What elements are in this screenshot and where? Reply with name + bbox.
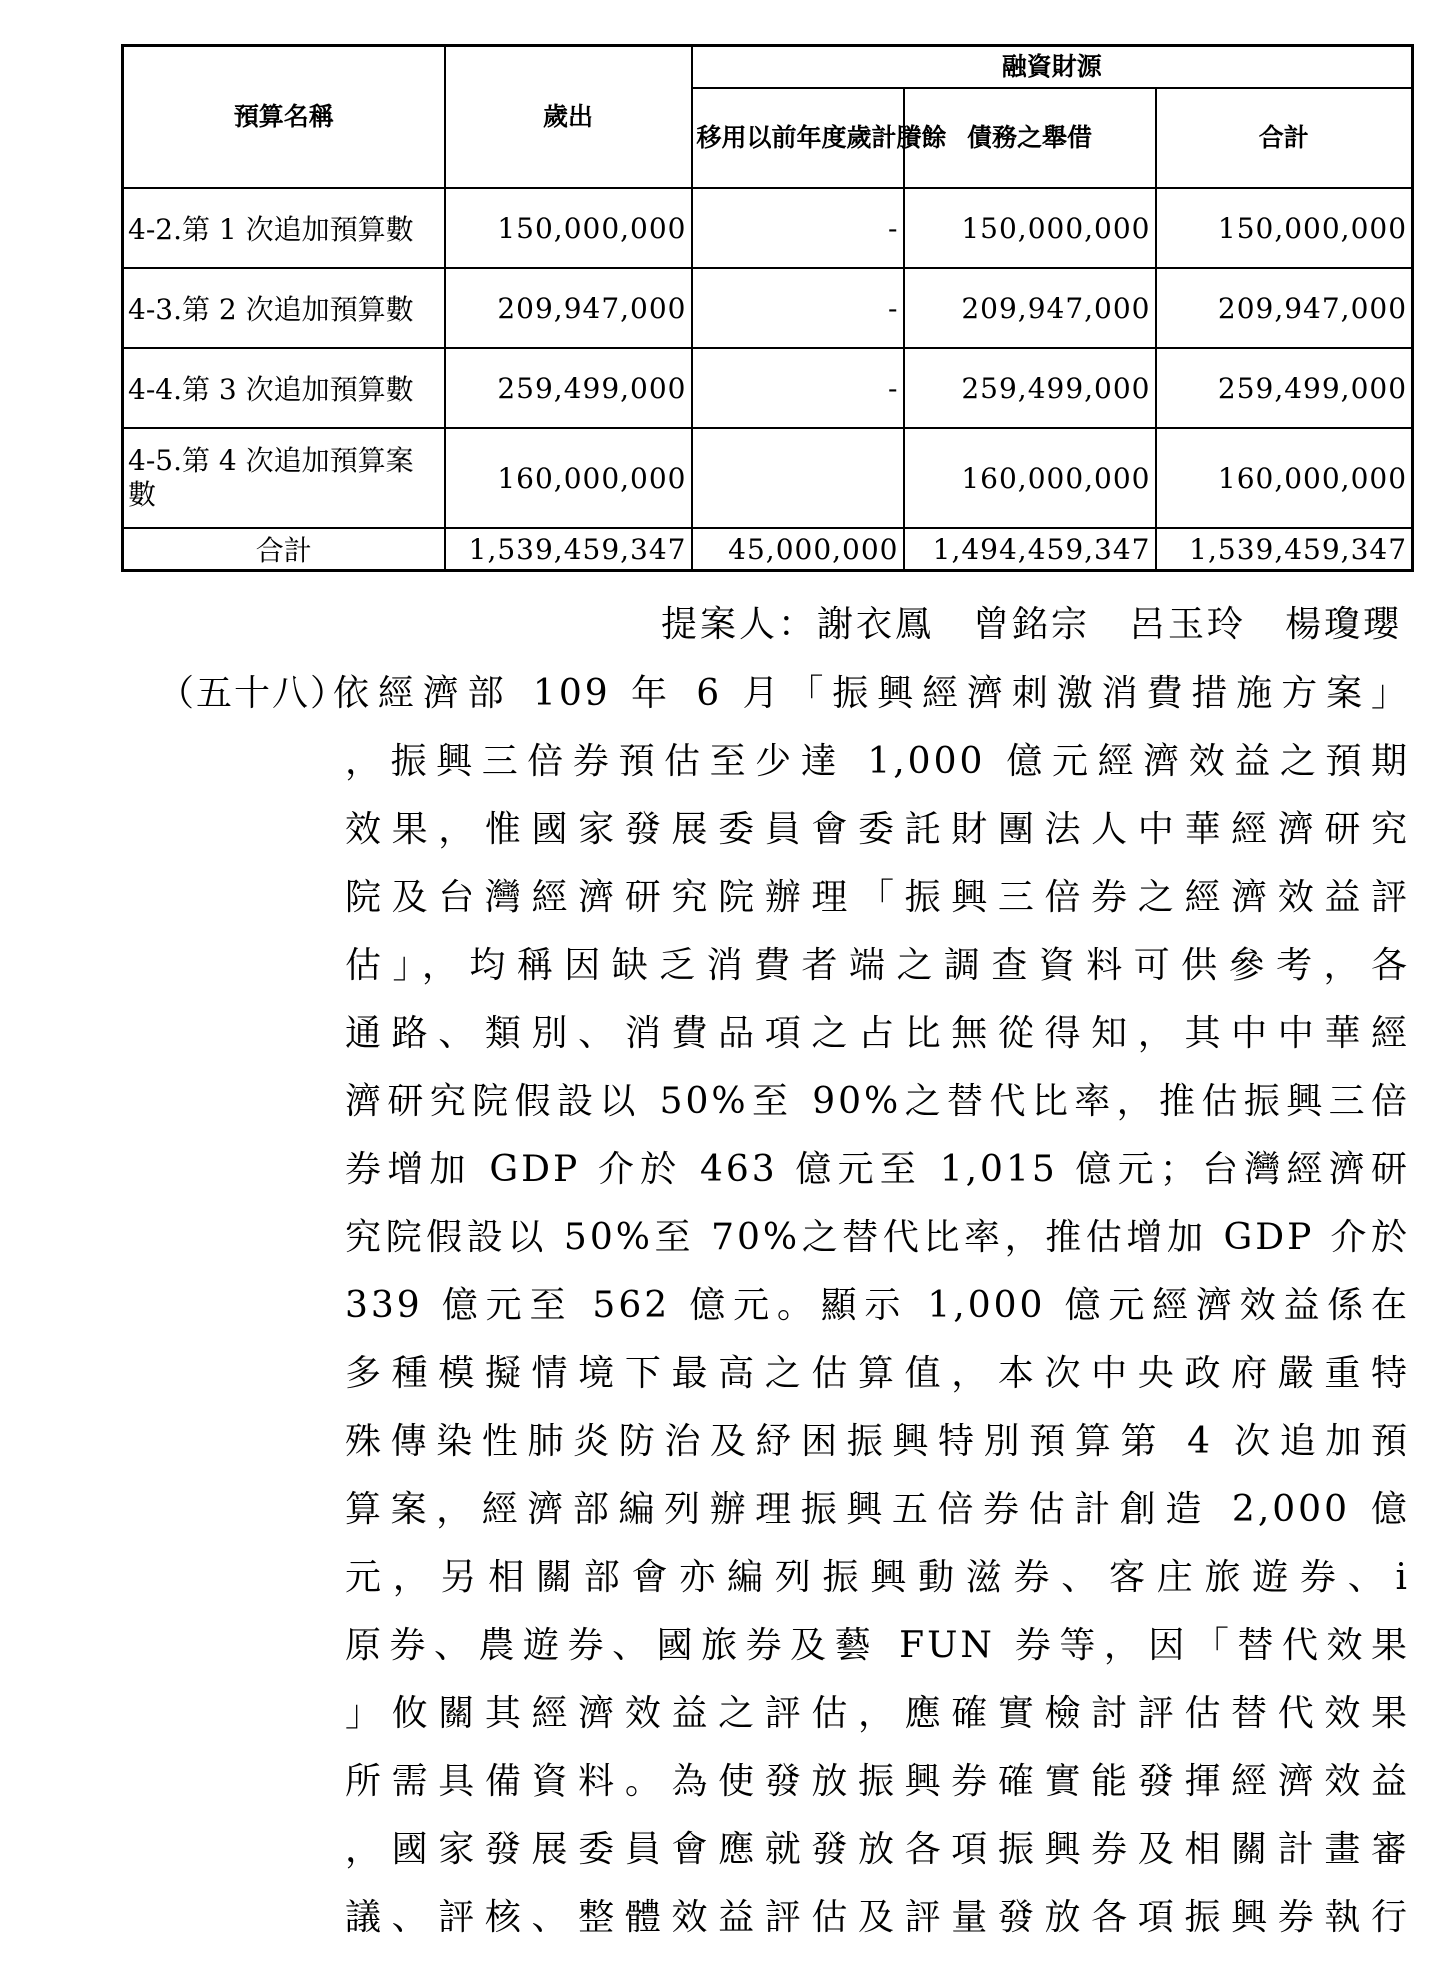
- total-total: 1,539,459,347: [1156, 528, 1413, 571]
- paragraph-line: 元，另相關部會亦編列振興動滋券、客庄旅遊券、i: [345, 1557, 1410, 1598]
- paragraph-line: 算案，經濟部編列辦理振興五倍券估計創造 2,000 億: [345, 1489, 1410, 1530]
- paragraph-line: 所需具備資料。為使發放振興券確實能發揮經濟效益: [345, 1761, 1410, 1802]
- table-row: [123, 188, 1413, 268]
- paragraph-line: ，國家發展委員會應就發放各項振興券及相關計畫審: [345, 1829, 1410, 1870]
- total-debt: 1,494,459,347: [904, 528, 1156, 571]
- header-financing-group: 融資財源: [692, 46, 1413, 89]
- row-debt: 160,000,000: [904, 428, 1156, 528]
- table-row: [123, 268, 1413, 348]
- row-debt: 259,499,000: [904, 348, 1156, 428]
- row-expenditure: 150,000,000: [445, 188, 692, 268]
- row-total: 150,000,000: [1156, 188, 1413, 268]
- row-expenditure: 160,000,000: [445, 428, 692, 528]
- paragraph-line: 估」，均稱因缺乏消費者端之調查資料可供參考，各: [345, 945, 1410, 986]
- paragraph-line: 339 億元至 562 億元。顯示 1,000 億元經濟效益係在: [345, 1285, 1410, 1326]
- table-row: [123, 428, 1413, 528]
- row-name: 4-5.第 4 次追加預算案數: [123, 428, 445, 528]
- paragraph-line: 究院假設以 50%至 70%之替代比率，推估增加 GDP 介於: [345, 1217, 1410, 1258]
- row-expenditure: 259,499,000: [445, 348, 692, 428]
- paragraph-line: 院及台灣經濟研究院辦理「振興三倍券之經濟效益評: [345, 877, 1410, 918]
- row-prior-surplus: [692, 428, 904, 528]
- header-budget-name: 預算名稱: [123, 46, 445, 189]
- row-prior-surplus: -: [692, 348, 904, 428]
- total-row: [123, 528, 1413, 571]
- row-prior-surplus: -: [692, 188, 904, 268]
- paragraph-line: 殊傳染性肺炎防治及紓困振興特別預算第 4 次追加預: [345, 1421, 1410, 1462]
- header-expenditure: 歲出: [445, 46, 692, 189]
- row-name: 4-4.第 3 次追加預算數: [123, 348, 445, 428]
- item-number: （五十八）: [158, 673, 349, 714]
- row-name: 4-2.第 1 次追加預算數: [123, 188, 445, 268]
- header-total: 合計: [1156, 88, 1413, 188]
- paragraph-line: ，振興三倍券預估至少達 1,000 億元經濟效益之預期: [345, 741, 1410, 782]
- total-prior-surplus: 45,000,000: [692, 528, 904, 571]
- paragraph-line: 依經濟部 109 年 6 月「振興經濟刺激消費措施方案」: [333, 673, 1410, 714]
- total-label: 合計: [123, 528, 445, 571]
- total-expenditure: 1,539,459,347: [445, 528, 692, 571]
- row-debt: 209,947,000: [904, 268, 1156, 348]
- paragraph-line: 效果，惟國家發展委員會委託財團法人中華經濟研究: [345, 809, 1410, 850]
- paragraph-line: 券增加 GDP 介於 463 億元至 1,015 億元；台灣經濟研: [345, 1149, 1410, 1190]
- row-debt: 150,000,000: [904, 188, 1156, 268]
- header-prior-surplus: 移用以前年度歲計賸餘: [692, 88, 904, 188]
- row-expenditure: 209,947,000: [445, 268, 692, 348]
- proposer-line: 提案人：謝衣鳳 曾銘宗 呂玉玲 楊瓊瓔: [660, 604, 1402, 645]
- row-name: 4-3.第 2 次追加預算數: [123, 268, 445, 348]
- row-total: 259,499,000: [1156, 348, 1413, 428]
- paragraph-line: 通路、類別、消費品項之占比無從得知，其中中華經: [345, 1013, 1410, 1054]
- table-row: [123, 348, 1413, 428]
- paragraph-line: 」攸關其經濟效益之評估，應確實檢討評估替代效果: [345, 1693, 1410, 1734]
- row-total: 209,947,000: [1156, 268, 1413, 348]
- row-total: 160,000,000: [1156, 428, 1413, 528]
- paragraph-line: 原券、農遊券、國旅券及藝 FUN 券等，因「替代效果: [345, 1625, 1410, 1666]
- header-debt-borrowing: 債務之舉借: [904, 88, 1156, 188]
- row-prior-surplus: -: [692, 268, 904, 348]
- paragraph-line: 濟研究院假設以 50%至 90%之替代比率，推估振興三倍: [345, 1081, 1410, 1122]
- paragraph-line: 多種模擬情境下最高之估算值，本次中央政府嚴重特: [345, 1353, 1410, 1394]
- budget-table: [121, 44, 1414, 572]
- paragraph-line: 議、評核、整體效益評估及評量發放各項振興券執行: [345, 1897, 1410, 1938]
